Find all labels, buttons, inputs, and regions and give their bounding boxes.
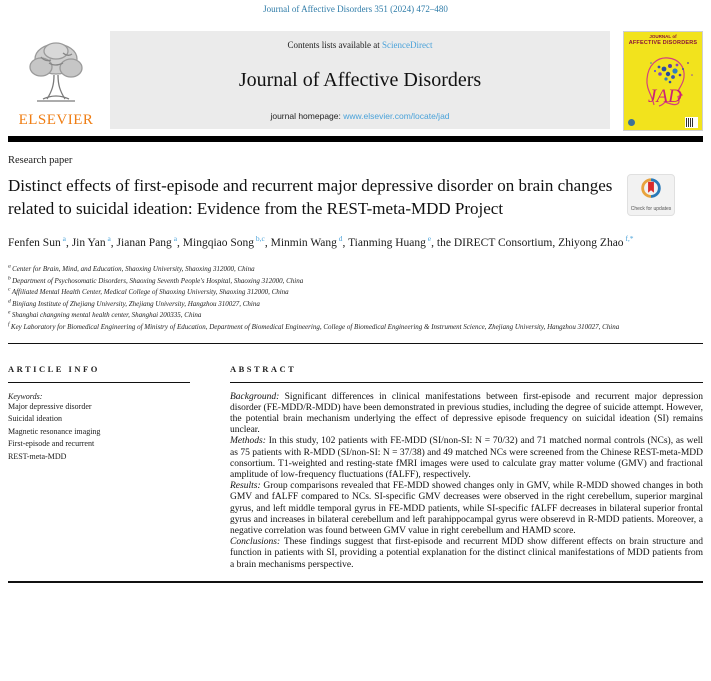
journal-citation: Journal of Affective Disorders 351 (2024) 472–480 <box>263 4 448 14</box>
bottom-divider <box>8 581 703 583</box>
article-info-heading: ARTICLE INFO <box>8 363 100 374</box>
abstract-column <box>230 364 703 571</box>
affiliation: $^c$ Affiliated Mental Health Center, Medical College of Shaoxing University, Shaoxing 312000, China <box>8 286 289 297</box>
author-affiliation-ref: a <box>105 234 111 244</box>
author-name: Tianming Huang <box>348 237 426 249</box>
affiliation-list <box>8 264 703 334</box>
abstract-heading: ABSTRACT <box>230 363 297 374</box>
author-affiliation-ref: f,* <box>623 234 634 244</box>
journal-homepage-link[interactable]: www.elsevier.com/locate/jad <box>343 111 450 121</box>
check-updates-icon <box>641 178 661 205</box>
author-name: Jin Yan <box>71 237 106 249</box>
abstract-section: Methods: In this study, 102 patients with FE-MDD (SI/non-SI: N = 70/32) and 71 matched normal controls (NCs), as well as 75 patients with R-MDD (SI/non-SI: N = 37/38) and 49 matched NCs were screened from the Chinese REST-meta-MDD consortium. T1-weighted and resting-state fMRI images were used to calculate gray matter volume (GMV) and fractional amplitude of low-frequency fluctuations (fALFF), respectively. <box>230 436 703 480</box>
contents-line-prefix: Contents lists available at <box>287 40 382 50</box>
author-name: Mingqiao Song <box>182 237 255 249</box>
abstract-section-label: Background: <box>230 391 285 402</box>
abstract-section: Conclusions: These findings suggest that first-episode and recurrent MDD show different effects on brain structure and function in patients with SI, providing a potential explanation for the distinct clinical manifestations of MDD patients from a brain mechanisms perspective. <box>230 537 704 570</box>
elsevier-wordmark: ELSEVIER <box>18 112 94 128</box>
article-info-rule <box>8 382 190 383</box>
banner-divider-bar <box>8 136 703 142</box>
author-list: Fenfen Sun $^a$, Jin Yan $^a$, Jianan Pang $^a$, Mingqiao Song $^{b,c}$, Minmin Wang $^d$, Tianming Huang $^e$, the DIRECT Consortium, Zhiyong Zhao $^{f,*}$ <box>8 234 634 249</box>
cover-jad-logo: JAD <box>648 86 682 107</box>
abstract-section: Results: Group comparisons revealed that FE-MDD showed changes only in GMV, while R-MDD showed changes in both GMV and fALFF compared to NCs. SI-specific GMV decreases were observed in the right cerebellum, superior marginal gyrus, and left middle temporal gyrus in FE-MDD patients, while SI-specific fALFF decreases in bilateral superior frontal gyrus and increases in bilateral cerebellum and left parahippocampal gyrus were obserevd in R-MDD patients. Moreover, a negative correlation was found between GMV value in right cerebellum and HAMD score. <box>230 481 703 536</box>
author-affiliation-ref: d <box>336 234 343 244</box>
keyword: REST-meta-MDD <box>8 451 67 461</box>
author-affiliation-ref: b,c <box>254 234 265 244</box>
society-logo-icon <box>628 119 635 126</box>
sciencedirect-link[interactable]: ScienceDirect <box>382 40 433 50</box>
author-affiliation-ref: a <box>171 234 178 244</box>
journal-title: Journal of Affective Disorders <box>238 69 482 91</box>
abstract-rule <box>230 382 703 383</box>
article-info-column <box>8 364 190 571</box>
article-type-label: Research paper <box>8 155 73 166</box>
affiliation: $^b$ Department of Psychosomatic Disorders, Shaoxing Seventh People's Hospital, Shaoxing 312000, China <box>8 275 304 285</box>
banner-center <box>110 31 610 129</box>
keyword: Suicidal ideation <box>8 414 62 424</box>
author-name: Minmin Wang <box>270 237 337 249</box>
journal-cover-thumbnail <box>623 31 703 131</box>
homepage-line <box>270 111 449 121</box>
abstract-section: Background: Significant differences in clinical manifestations between first-episode and recurrent major depression disorder (FE-MDD/R-MDD) have been demonstrated in previous studies, including the degree of suicide attempt. However, the potential brain mechanism underlying the effect of depressive episode frequency on suicidal ideation (SI) remains unclear. <box>230 391 703 436</box>
abstract-section-label: Methods: <box>230 436 269 447</box>
keyword-list <box>8 401 190 464</box>
affiliation: $^e$ Shanghai changning mental health center, Shanghai 200335, China <box>8 310 202 320</box>
affiliation: $^f$ Key Laboratory for Biomedical Engineering of Ministry of Education, Department of Biomedical Engineering, College of Biomedical Engineering & Instrument Science, Zhejiang University, Hangzhou 310027, China <box>8 321 620 331</box>
author-name: Fenfen Sun <box>8 237 61 249</box>
elsevier-logo <box>8 31 104 129</box>
keyword: Major depressive disorder <box>8 401 92 411</box>
article-title: Distinct effects of first-episode and recurrent major depressive disorder on brain changes related to suicidal ideation: Evidence from the REST-meta-MDD Project <box>8 176 613 218</box>
affiliation: $^d$ Binjiang Institute of Zhejiang University, Zhejiang University, Hangzhou 310027, China <box>8 298 260 308</box>
check-for-updates-badge[interactable] <box>627 174 675 216</box>
elsevier-tree-icon <box>23 37 89 114</box>
keyword: Magnetic resonance imaging <box>8 426 101 436</box>
author-name: Jianan Pang <box>116 237 172 249</box>
check-updates-label: Check for updates <box>630 206 672 212</box>
author-name: the DIRECT Consortium <box>436 237 553 249</box>
cover-footer <box>624 117 702 127</box>
keywords-label: Keywords: <box>8 391 43 401</box>
abstract-section-label: Conclusions: <box>230 537 284 548</box>
barcode-icon <box>685 117 698 128</box>
journal-banner <box>8 31 703 129</box>
author-affiliation-ref: e <box>425 234 432 244</box>
abstract-body <box>230 392 703 571</box>
keyword: First-episode and recurrent <box>8 439 95 449</box>
author-name: Zhiyong Zhao <box>558 237 624 249</box>
abstract-section-label: Results: <box>230 481 264 492</box>
author-affiliation-ref: a <box>60 234 66 244</box>
head-divider <box>8 343 703 344</box>
affiliation: $^a$ Center for Brain, Mind, and Education, Shaoxing University, Shaoxing 312000, China <box>8 263 255 273</box>
cover-masthead: JOURNAL of AFFECTIVE DISORDERS <box>628 34 698 46</box>
contents-line <box>288 40 433 50</box>
homepage-prefix: journal homepage: <box>270 111 344 121</box>
